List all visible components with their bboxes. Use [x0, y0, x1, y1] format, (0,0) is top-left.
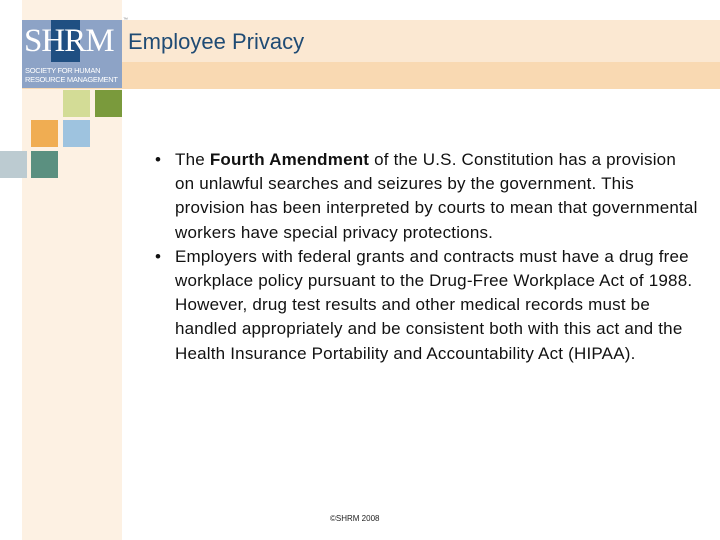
- slide-title: Employee Privacy: [128, 29, 305, 54]
- logo-subtitle: SOCIETY FOR HUMAN RESOURCE MANAGEMENT: [25, 66, 118, 84]
- deco-square-lightgreen: [63, 90, 90, 117]
- bullet-marker: •: [155, 246, 162, 266]
- header-band: [22, 20, 720, 62]
- bullet-text: Employers with federal grants and contracts must have a drug free workplace policy pursuant to the Drug-Free Workplace Act of 1988. However, drug test results and other medical records must be handled appropriately and be consistent both with this act and the Health Insurance Portability and Accountability Act (HIPAA).: [175, 246, 693, 363]
- deco-square-teal: [31, 151, 58, 178]
- bullet-marker: •: [155, 150, 162, 169]
- trademark: ™: [123, 17, 128, 23]
- bullet-item: [155, 245, 700, 366]
- shrm-logo: [22, 20, 122, 88]
- logo-letters: SHRM: [24, 23, 114, 59]
- header-band-lower: [22, 62, 720, 89]
- bullet-text: The Fourth Amendment of the U.S. Constitution has a provision on unlawful searches and seizures by the government. This provision has been interpreted by courts to mean that governmental workers have special privacy protections.: [175, 150, 698, 242]
- bullet-list: [155, 148, 700, 366]
- deco-square-grey: [0, 151, 27, 178]
- deco-square-orange: [31, 120, 58, 147]
- bullet-item: [155, 148, 700, 245]
- deco-square-lightblue: [63, 120, 90, 147]
- deco-square-green: [95, 90, 122, 117]
- copyright-footer: ©SHRM 2008: [330, 514, 380, 523]
